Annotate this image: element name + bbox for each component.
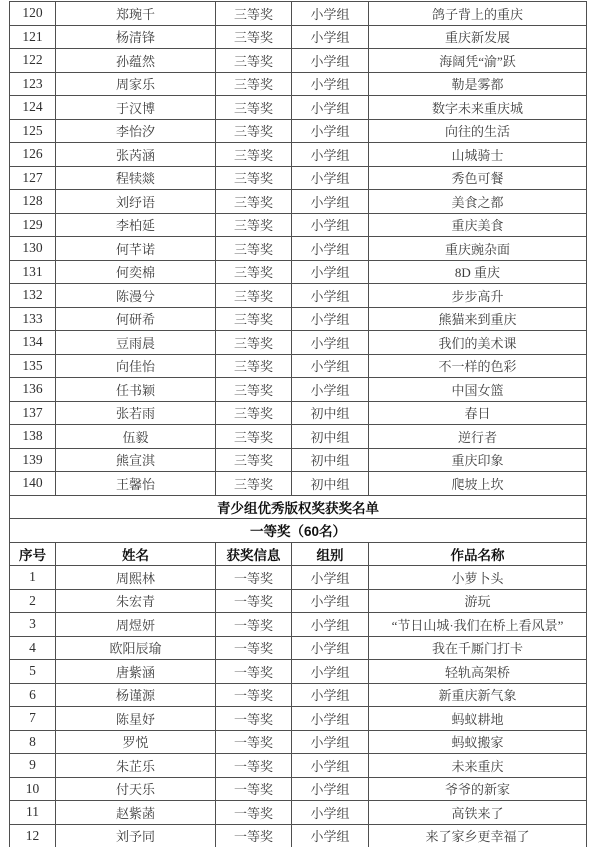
work-title-cell: 新重庆新气象 — [369, 683, 587, 707]
work-title-cell: 逆行者 — [369, 425, 587, 449]
serial-cell: 123 — [10, 72, 56, 96]
work-title-cell: 高铁来了 — [369, 801, 587, 825]
group-cell: 小学组 — [292, 613, 369, 637]
table-row — [10, 472, 587, 496]
serial-cell: 3 — [10, 613, 56, 637]
serial-cell: 9 — [10, 754, 56, 778]
group-cell: 小学组 — [292, 777, 369, 801]
serial-cell: 125 — [10, 119, 56, 143]
table-row — [10, 2, 587, 26]
group-cell: 小学组 — [292, 284, 369, 308]
name-cell: 郑琬千 — [56, 2, 216, 26]
work-title-cell: 小萝卜头 — [369, 566, 587, 590]
name-cell: 张若雨 — [56, 401, 216, 425]
serial-cell: 122 — [10, 49, 56, 73]
serial-cell: 121 — [10, 25, 56, 49]
table-row — [10, 237, 587, 261]
award-cell: 一等奖 — [216, 566, 292, 590]
award-cell: 三等奖 — [216, 49, 292, 73]
col-header-award: 获奖信息 — [216, 542, 292, 566]
work-title-cell: 8D 重庆 — [369, 260, 587, 284]
group-cell: 小学组 — [292, 589, 369, 613]
award-cell: 一等奖 — [216, 754, 292, 778]
table-row — [10, 96, 587, 120]
serial-cell: 133 — [10, 307, 56, 331]
group-cell: 小学组 — [292, 354, 369, 378]
serial-cell: 136 — [10, 378, 56, 402]
award-cell: 一等奖 — [216, 707, 292, 731]
serial-cell: 11 — [10, 801, 56, 825]
award-cell: 三等奖 — [216, 425, 292, 449]
group-cell: 小学组 — [292, 331, 369, 355]
table-row — [10, 72, 587, 96]
serial-cell: 10 — [10, 777, 56, 801]
name-cell: 王馨怡 — [56, 472, 216, 496]
group-cell: 小学组 — [292, 683, 369, 707]
work-title-cell: “节日山城·我们在桥上看风景” — [369, 613, 587, 637]
award-cell: 三等奖 — [216, 237, 292, 261]
work-title-cell: 重庆新发展 — [369, 25, 587, 49]
group-cell: 小学组 — [292, 2, 369, 26]
group-cell: 小学组 — [292, 307, 369, 331]
award-cell: 三等奖 — [216, 354, 292, 378]
serial-cell: 137 — [10, 401, 56, 425]
group-cell: 小学组 — [292, 801, 369, 825]
award-cell: 一等奖 — [216, 824, 292, 847]
serial-cell: 8 — [10, 730, 56, 754]
group-cell: 小学组 — [292, 754, 369, 778]
serial-cell: 7 — [10, 707, 56, 731]
group-cell: 小学组 — [292, 119, 369, 143]
award-table — [9, 1, 587, 847]
name-cell: 李怡汐 — [56, 119, 216, 143]
work-title-cell: 步步高升 — [369, 284, 587, 308]
name-cell: 何芊诺 — [56, 237, 216, 261]
award-cell: 三等奖 — [216, 260, 292, 284]
name-cell: 程犊燚 — [56, 166, 216, 190]
work-title-cell: 中国女篮 — [369, 378, 587, 402]
name-cell: 于汉博 — [56, 96, 216, 120]
table-row — [10, 213, 587, 237]
work-title-cell: 爷爷的新家 — [369, 777, 587, 801]
name-cell: 何奕棉 — [56, 260, 216, 284]
serial-cell: 131 — [10, 260, 56, 284]
award-cell: 三等奖 — [216, 401, 292, 425]
group-cell: 小学组 — [292, 636, 369, 660]
name-cell: 杨清锋 — [56, 25, 216, 49]
third-prize-section — [10, 2, 587, 496]
award-cell: 一等奖 — [216, 777, 292, 801]
award-cell: 一等奖 — [216, 801, 292, 825]
serial-cell: 5 — [10, 660, 56, 684]
name-cell: 张芮涵 — [56, 143, 216, 167]
group-cell: 小学组 — [292, 25, 369, 49]
award-cell: 一等奖 — [216, 660, 292, 684]
award-cell: 三等奖 — [216, 378, 292, 402]
award-cell: 一等奖 — [216, 636, 292, 660]
first-prize-section — [10, 566, 587, 847]
name-cell: 赵紫菡 — [56, 801, 216, 825]
table-row — [10, 260, 587, 284]
group-cell: 小学组 — [292, 260, 369, 284]
work-title-cell: 山城骑士 — [369, 143, 587, 167]
prize-tier-row — [10, 519, 587, 543]
award-cell: 三等奖 — [216, 213, 292, 237]
name-cell: 杨谨源 — [56, 683, 216, 707]
award-cell: 三等奖 — [216, 472, 292, 496]
table-row — [10, 190, 587, 214]
award-cell: 三等奖 — [216, 190, 292, 214]
serial-cell: 127 — [10, 166, 56, 190]
col-header-work: 作品名称 — [369, 542, 587, 566]
work-title-cell: 我们的美术课 — [369, 331, 587, 355]
name-cell: 伍毅 — [56, 425, 216, 449]
serial-cell: 1 — [10, 566, 56, 590]
work-title-cell: 春日 — [369, 401, 587, 425]
name-cell: 朱芷乐 — [56, 754, 216, 778]
serial-cell: 128 — [10, 190, 56, 214]
name-cell: 李柏延 — [56, 213, 216, 237]
work-title-cell: 数字未来重庆城 — [369, 96, 587, 120]
award-cell: 一等奖 — [216, 730, 292, 754]
work-title-cell: 蚂蚁耕地 — [369, 707, 587, 731]
name-cell: 刘予同 — [56, 824, 216, 847]
table-row — [10, 707, 587, 731]
group-cell: 小学组 — [292, 143, 369, 167]
group-cell: 初中组 — [292, 472, 369, 496]
award-cell: 三等奖 — [216, 119, 292, 143]
name-cell: 付天乐 — [56, 777, 216, 801]
work-title-cell: 蚂蚁搬家 — [369, 730, 587, 754]
award-cell: 三等奖 — [216, 166, 292, 190]
table-row — [10, 143, 587, 167]
group-cell: 小学组 — [292, 707, 369, 731]
table-row — [10, 801, 587, 825]
name-cell: 任书颖 — [56, 378, 216, 402]
table-row — [10, 284, 587, 308]
group-cell: 小学组 — [292, 660, 369, 684]
group-cell: 小学组 — [292, 730, 369, 754]
section-header-block — [10, 495, 587, 566]
serial-cell: 129 — [10, 213, 56, 237]
work-title-cell: 秀色可餐 — [369, 166, 587, 190]
serial-cell: 120 — [10, 2, 56, 26]
table-row — [10, 378, 587, 402]
work-title-cell: 轻轨高架桥 — [369, 660, 587, 684]
table-row — [10, 613, 587, 637]
col-header-group: 组别 — [292, 542, 369, 566]
serial-cell: 130 — [10, 237, 56, 261]
table-row — [10, 754, 587, 778]
table-row — [10, 166, 587, 190]
serial-cell: 138 — [10, 425, 56, 449]
work-title-cell: 美食之都 — [369, 190, 587, 214]
serial-cell: 12 — [10, 824, 56, 847]
award-cell: 三等奖 — [216, 2, 292, 26]
col-header-name: 姓名 — [56, 542, 216, 566]
name-cell: 豆雨晨 — [56, 331, 216, 355]
award-cell: 三等奖 — [216, 143, 292, 167]
table-row — [10, 307, 587, 331]
work-title-cell: 我在千厮门打卡 — [369, 636, 587, 660]
name-cell: 欧阳辰瑜 — [56, 636, 216, 660]
table-row — [10, 824, 587, 847]
group-cell: 小学组 — [292, 566, 369, 590]
work-title-cell: 未来重庆 — [369, 754, 587, 778]
serial-cell: 6 — [10, 683, 56, 707]
group-cell: 小学组 — [292, 190, 369, 214]
section-title-row — [10, 495, 587, 519]
group-cell: 小学组 — [292, 166, 369, 190]
work-title-cell: 熊猫来到重庆 — [369, 307, 587, 331]
table-row — [10, 425, 587, 449]
name-cell: 朱宏青 — [56, 589, 216, 613]
award-cell: 三等奖 — [216, 25, 292, 49]
name-cell: 何研希 — [56, 307, 216, 331]
name-cell: 罗悦 — [56, 730, 216, 754]
work-title-cell: 游玩 — [369, 589, 587, 613]
table-row — [10, 119, 587, 143]
group-cell: 小学组 — [292, 96, 369, 120]
work-title-cell: 不一样的色彩 — [369, 354, 587, 378]
group-cell: 小学组 — [292, 72, 369, 96]
table-row — [10, 777, 587, 801]
group-cell: 小学组 — [292, 237, 369, 261]
table-row — [10, 331, 587, 355]
serial-cell: 134 — [10, 331, 56, 355]
work-title-cell: 重庆豌杂面 — [369, 237, 587, 261]
award-cell: 三等奖 — [216, 72, 292, 96]
award-cell: 一等奖 — [216, 613, 292, 637]
award-cell: 三等奖 — [216, 448, 292, 472]
award-cell: 三等奖 — [216, 307, 292, 331]
table-row — [10, 566, 587, 590]
name-cell: 刘纾语 — [56, 190, 216, 214]
table-row — [10, 589, 587, 613]
name-cell: 周家乐 — [56, 72, 216, 96]
serial-cell: 139 — [10, 448, 56, 472]
work-title-cell: 重庆印象 — [369, 448, 587, 472]
award-cell: 一等奖 — [216, 589, 292, 613]
name-cell: 熊宣淇 — [56, 448, 216, 472]
work-title-cell: 勒是雾都 — [369, 72, 587, 96]
section-title: 青少组优秀版权奖获奖名单 — [10, 495, 587, 519]
name-cell: 周熙林 — [56, 566, 216, 590]
table-row — [10, 354, 587, 378]
table-row — [10, 25, 587, 49]
table-row — [10, 448, 587, 472]
table-row — [10, 49, 587, 73]
work-title-cell: 重庆美食 — [369, 213, 587, 237]
name-cell: 唐紫涵 — [56, 660, 216, 684]
work-title-cell: 来了家乡更幸福了 — [369, 824, 587, 847]
group-cell: 小学组 — [292, 378, 369, 402]
serial-cell: 126 — [10, 143, 56, 167]
award-cell: 三等奖 — [216, 96, 292, 120]
group-cell: 小学组 — [292, 49, 369, 73]
table-row — [10, 636, 587, 660]
group-cell: 初中组 — [292, 448, 369, 472]
column-header-row — [10, 542, 587, 566]
name-cell: 向佳怡 — [56, 354, 216, 378]
table-row — [10, 401, 587, 425]
serial-cell: 135 — [10, 354, 56, 378]
work-title-cell: 爬坡上坎 — [369, 472, 587, 496]
table-row — [10, 730, 587, 754]
work-title-cell: 海阔凭“渝”跃 — [369, 49, 587, 73]
prize-tier-heading: 一等奖（60名） — [10, 519, 587, 543]
serial-cell: 124 — [10, 96, 56, 120]
work-title-cell: 鸽子背上的重庆 — [369, 2, 587, 26]
name-cell: 陈星妤 — [56, 707, 216, 731]
serial-cell: 132 — [10, 284, 56, 308]
group-cell: 小学组 — [292, 824, 369, 847]
serial-cell: 140 — [10, 472, 56, 496]
work-title-cell: 向往的生活 — [369, 119, 587, 143]
award-cell: 三等奖 — [216, 284, 292, 308]
group-cell: 小学组 — [292, 213, 369, 237]
name-cell: 孙蕴然 — [56, 49, 216, 73]
table-row — [10, 683, 587, 707]
col-header-serial: 序号 — [10, 542, 56, 566]
group-cell: 初中组 — [292, 401, 369, 425]
name-cell: 周煜妍 — [56, 613, 216, 637]
table-row — [10, 660, 587, 684]
name-cell: 陈漫兮 — [56, 284, 216, 308]
serial-cell: 2 — [10, 589, 56, 613]
serial-cell: 4 — [10, 636, 56, 660]
award-cell: 三等奖 — [216, 331, 292, 355]
group-cell: 初中组 — [292, 425, 369, 449]
award-cell: 一等奖 — [216, 683, 292, 707]
